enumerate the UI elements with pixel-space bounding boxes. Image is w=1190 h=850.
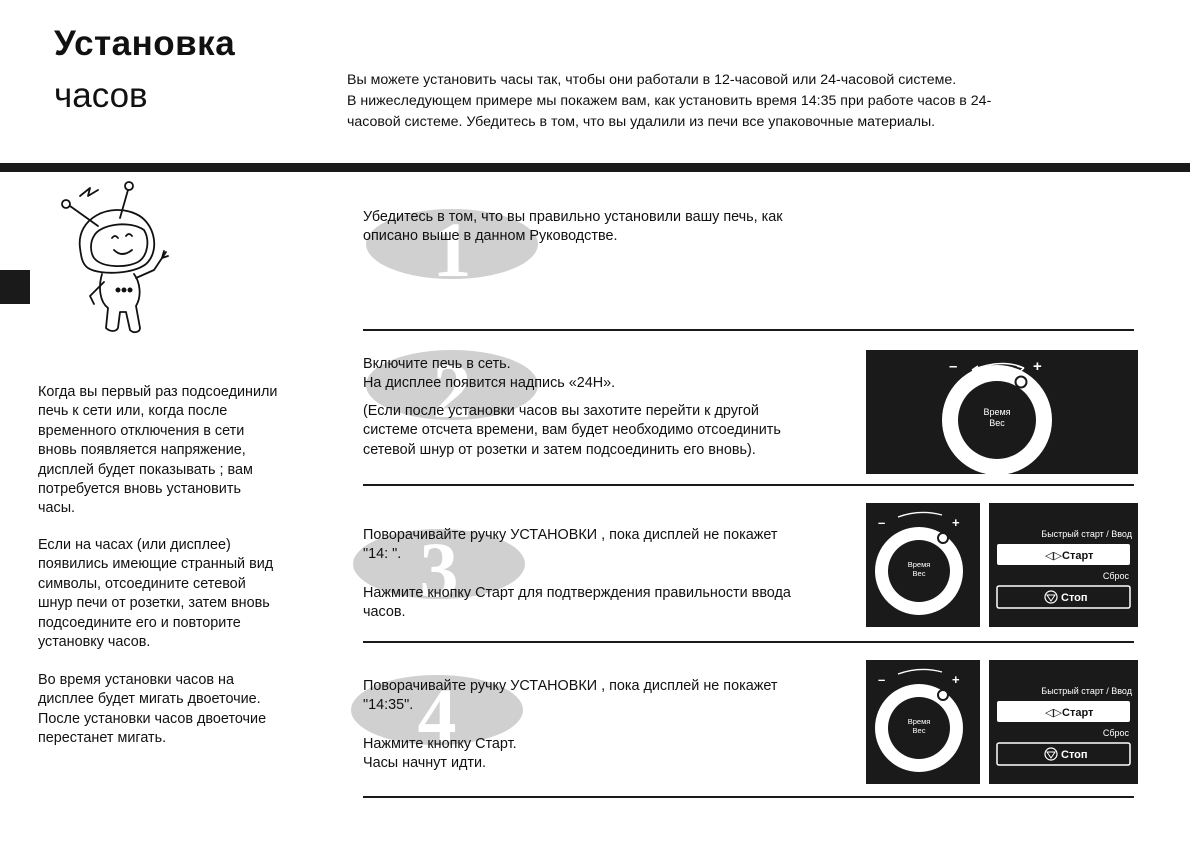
knob-label: Вес: [912, 726, 926, 735]
note-line: перестанет мигать.: [38, 730, 167, 747]
knob-label: Вес: [912, 569, 926, 578]
step-line: "14:35".: [363, 697, 414, 714]
button-panel: [989, 503, 1138, 627]
step-line: Часы начнут идти.: [363, 755, 487, 772]
step-line: системе отсчета времени, вам будет необходимо отсоединить: [363, 422, 781, 439]
step-2-text: [363, 355, 853, 394]
knob-label: Вес: [989, 418, 1005, 428]
step-number-label: 2: [432, 347, 472, 421]
intro-line: часовой системе. Убедитесь в том, что вы удалили из печи все упаковочные материалы.: [347, 114, 936, 130]
plus-label: +: [1033, 358, 1042, 375]
step-3-text: [363, 526, 853, 565]
intro-line: Вы можете установить часы так, чтобы они работали в 12-часовой или 24-часовой системе.: [347, 72, 957, 88]
note-line: шнур печи от розетки, затем вновь: [38, 595, 270, 612]
note-line: потребуется вновь установить: [38, 481, 241, 498]
intro-line: В нижеследующем примере мы покажем вам, как установить время 14:35 при работе часов в 24-: [347, 93, 992, 109]
step-1-text: [363, 208, 853, 247]
step-line: часов.: [363, 604, 406, 621]
button-panel: [989, 660, 1138, 784]
dial-panel-large: [866, 350, 1138, 474]
start-icon: ◁▷: [1045, 707, 1062, 719]
note-line: часы.: [38, 500, 76, 517]
step-2-note: [363, 402, 853, 460]
stop-label: Стоп: [1061, 592, 1088, 604]
step-line: Включите печь в сеть.: [363, 356, 511, 372]
stop-button[interactable]: [997, 586, 1130, 608]
quick-start-label: Быстрый старт / Ввод: [1041, 686, 1132, 696]
setting-knob[interactable]: [875, 684, 963, 772]
step-line: описано выше в данном Руководстве.: [363, 228, 618, 245]
dial-panel-small: [866, 660, 980, 784]
note-line: Когда вы первый раз подсоединили: [38, 384, 278, 400]
note-line: дисплей будет показывать ; вам: [38, 461, 253, 478]
step-number-label: 1: [432, 206, 472, 280]
stop-button[interactable]: [997, 743, 1130, 765]
intro-text: [347, 70, 1107, 133]
note-line: Во время установки часов на: [38, 672, 234, 688]
minus-label: –: [878, 672, 886, 687]
step-line: Нажмите кнопку Старт.: [363, 736, 517, 752]
start-button[interactable]: [997, 544, 1130, 565]
note-line: установку часов.: [38, 634, 151, 651]
note-line: временного отключения в сети: [38, 422, 245, 439]
step-3-text-b: [363, 584, 853, 623]
knob-label: Время: [907, 560, 931, 569]
plus-label: +: [952, 672, 960, 687]
step-line: Поворачивайте ручку УСТАНОВКИ , пока дисплей не покажет: [363, 527, 778, 543]
reset-label: Сброс: [1102, 728, 1129, 738]
step-4-text-b: [363, 735, 853, 774]
step-line: Нажмите кнопку Старт для подтверждения правильности ввода: [363, 585, 791, 601]
step-4-text: [363, 677, 853, 716]
step-line: Убедитесь в том, что вы правильно установили вашу печь, как: [363, 209, 783, 225]
setting-knob[interactable]: [875, 527, 963, 615]
note-line: печь к сети или, когда после: [38, 403, 228, 420]
note-line: После установки часов двоеточие: [38, 710, 267, 727]
note-line: вновь появляется напряжение,: [38, 442, 246, 459]
step-divider: [363, 484, 1134, 486]
mascot-illustration: [50, 178, 185, 338]
start-label: Старт: [1062, 707, 1094, 719]
sidebar-note-colon: [38, 671, 318, 749]
note-line: дисплее будет мигать двоеточие.: [38, 691, 261, 708]
start-label: Старт: [1062, 550, 1094, 562]
step-divider: [363, 329, 1134, 331]
note-line: появились имеющие странный вид: [38, 556, 274, 573]
step-divider: [363, 641, 1134, 643]
stop-label: Стоп: [1061, 749, 1088, 761]
section-tab-marker: [0, 270, 30, 304]
plus-label: +: [952, 515, 960, 530]
minus-label: –: [878, 515, 886, 530]
step-number-label: 3: [419, 526, 459, 600]
reset-label: Сброс: [1102, 571, 1129, 581]
dial-panel-small: [866, 503, 980, 627]
start-icon: ◁▷: [1045, 550, 1062, 562]
quick-start-label: Быстрый старт / Ввод: [1041, 529, 1132, 539]
knob-label: Время: [907, 717, 931, 726]
start-button[interactable]: [997, 701, 1130, 722]
step-line: На дисплее появится надпись «24H».: [363, 375, 616, 392]
step-line: (Если после установки часов вы захотите перейти к другой: [363, 403, 759, 419]
sidebar-note-power: [38, 383, 318, 519]
note-line: подсоедините его и повторите: [38, 614, 241, 631]
note-line: Если на часах (или дисплее): [38, 537, 231, 553]
page-subtitle: часов: [54, 76, 148, 115]
knob-label: Время: [983, 407, 1011, 417]
note-line: символы, отсоедините сетевой: [38, 575, 246, 592]
step-number-label: 4: [417, 672, 457, 746]
sidebar-note-symbols: [38, 536, 318, 652]
header-divider: [0, 163, 1190, 172]
step-line: "14: ".: [363, 546, 402, 563]
minus-label: –: [949, 358, 958, 375]
step-line: сетевой шнур от розетки и затем подсоединить его вновь).: [363, 441, 756, 458]
step-line: Поворачивайте ручку УСТАНОВКИ , пока дисплей не покажет: [363, 678, 778, 694]
step-divider: [363, 796, 1134, 798]
page-title: Установка: [54, 24, 236, 63]
setting-knob[interactable]: [942, 365, 1052, 474]
